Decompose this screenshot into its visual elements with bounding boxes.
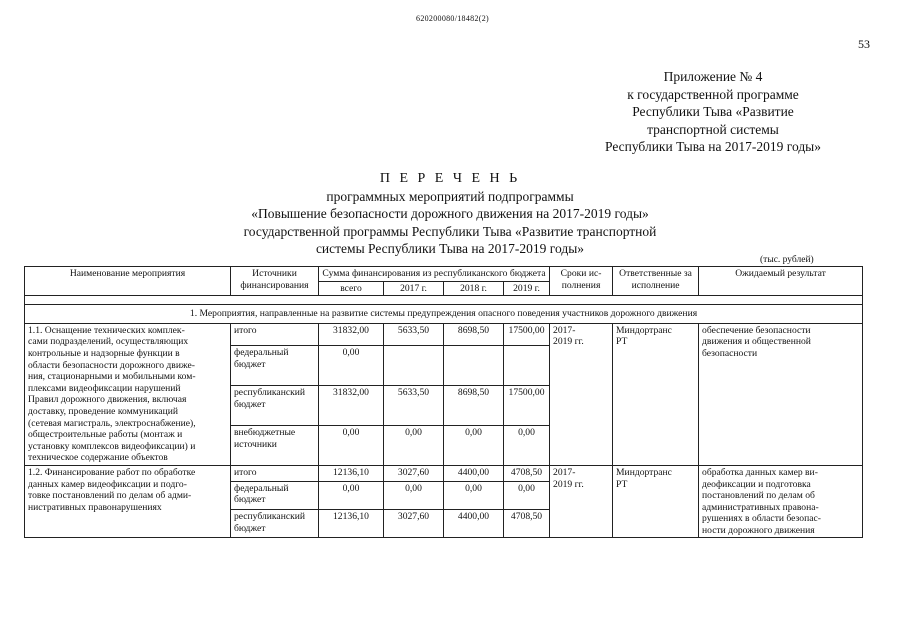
measures-table xyxy=(24,266,863,538)
amount-total: 0,00 xyxy=(319,481,384,509)
measure-name-line: 1.1. Оснащение технических комплек- xyxy=(28,324,185,336)
amount-total: 12136,10 xyxy=(319,465,384,481)
amount-total: 31832,00 xyxy=(319,385,384,425)
amount-total: 12136,10 xyxy=(319,510,384,538)
measure-name-line: ния, стационарными и мобильными ком- xyxy=(28,371,196,383)
header-2017: 2017 г. xyxy=(384,281,444,296)
amount-y2018: 4400,00 xyxy=(444,465,504,481)
appendix-line: к государственной программе xyxy=(627,86,799,102)
responsible xyxy=(613,465,699,538)
measure-name xyxy=(25,323,231,465)
heading-line: программных мероприятий подпрограммы xyxy=(326,188,574,204)
amount-y2018: 0,00 xyxy=(444,425,504,465)
expected-result-line: обеспечение безопасности xyxy=(702,324,811,336)
expected-result-line: постановлений по делам об xyxy=(702,490,815,502)
terms-line: 2017- xyxy=(553,324,576,336)
funding-source-line: внебюджетные xyxy=(234,426,296,438)
amount-y2018: 8698,50 xyxy=(444,385,504,425)
measure-name-line: доставку, проведение коммуникаций xyxy=(28,405,178,417)
appendix-line: Приложение № 4 xyxy=(663,69,763,84)
funding-source xyxy=(231,425,319,465)
heading-line: системы Республики Тыва на 2017-2019 годы» xyxy=(315,241,585,256)
terms xyxy=(550,465,613,538)
funding-source xyxy=(231,465,319,481)
header-result: Ожидаемый результат xyxy=(699,267,863,296)
amount-total: 0,00 xyxy=(319,425,384,465)
funding-source-line: бюджет xyxy=(234,358,266,370)
funding-source-line: итого xyxy=(234,466,257,478)
funding-source-line: республиканский xyxy=(234,386,306,398)
funding-source-line: бюджет xyxy=(234,494,266,506)
amount-y2017: 0,00 xyxy=(384,481,444,509)
header-name: Наименование мероприятия xyxy=(25,267,231,296)
header-total: всего xyxy=(319,281,384,296)
expected-result-line: безопасности xyxy=(702,347,758,359)
heading-line: государственной программы Республики Тыва «Развитие транспортной xyxy=(243,223,657,239)
responsible xyxy=(613,323,699,465)
expected-result-line: деофиксации и подготовка xyxy=(702,478,811,490)
expected-result-line: движения и общественной xyxy=(702,336,811,348)
header-source: Источники финансирования xyxy=(231,267,319,296)
expected-result-line: рушениях в области безопас- xyxy=(702,513,821,525)
measure-name-line: 1.2. Финансирование работ по обработке xyxy=(28,466,196,478)
amount-y2019: 4708,50 xyxy=(504,510,550,538)
amount-y2019: 4708,50 xyxy=(504,465,550,481)
page-number: 53 xyxy=(858,37,870,51)
amount-y2019 xyxy=(504,346,550,386)
amount-y2019: 0,00 xyxy=(504,425,550,465)
header-terms: Сроки ис-полнения xyxy=(550,267,613,296)
funding-source xyxy=(231,510,319,538)
measure-name-line: данных камер видеофиксации и подго- xyxy=(28,478,187,490)
amount-y2019: 17500,00 xyxy=(504,323,550,345)
expected-result-line: административных правона- xyxy=(702,501,819,513)
amount-y2017: 3027,60 xyxy=(384,510,444,538)
funding-source xyxy=(231,481,319,509)
measure-name-line: Правил дорожного движения, включая xyxy=(28,394,187,406)
funding-source-line: источники xyxy=(234,438,277,450)
amount-y2019: 0,00 xyxy=(504,481,550,509)
terms xyxy=(550,323,613,465)
appendix-line: транспортной системы xyxy=(647,121,779,137)
funding-source xyxy=(231,346,319,386)
amount-y2017: 0,00 xyxy=(384,425,444,465)
funding-source-line: бюджет xyxy=(234,398,266,410)
units-label: (тыс. рублей) xyxy=(760,255,814,265)
document-heading xyxy=(170,170,730,258)
amount-y2017: 3027,60 xyxy=(384,465,444,481)
terms-line: 2017- xyxy=(553,466,576,478)
responsible-line: РТ xyxy=(616,336,628,348)
amount-total: 0,00 xyxy=(319,346,384,386)
measure-name-line: техническое содержание объектов xyxy=(28,452,168,464)
header-2019: 2019 г. xyxy=(504,281,550,296)
amount-y2017 xyxy=(384,346,444,386)
expected-result xyxy=(699,323,863,465)
amount-y2018 xyxy=(444,346,504,386)
amount-y2017: 5633,50 xyxy=(384,385,444,425)
funding-source xyxy=(231,385,319,425)
amount-y2018: 0,00 xyxy=(444,481,504,509)
measure-name-line: установку комплексов видеофиксации) и xyxy=(28,440,196,452)
funding-source-line: итого xyxy=(234,324,257,336)
table-row xyxy=(25,323,863,345)
measure-name-line: товке постановлений по делам об адми- xyxy=(28,490,192,502)
measure-name-line: сами подразделений, осуществляющих xyxy=(28,336,189,348)
appendix-line: Республики Тыва на 2017-2019 годы» xyxy=(604,139,822,154)
heading-line: «Повышение безопасности дорожного движения на 2017-2019 годы» xyxy=(251,206,649,221)
amount-total: 31832,00 xyxy=(319,323,384,345)
responsible-line: Миндортранс xyxy=(616,466,672,478)
terms-line: 2019 гг. xyxy=(553,478,584,490)
header-responsible: Ответственные за исполнение xyxy=(613,267,699,296)
measure-name-line: контрольные и надзорные функции в xyxy=(28,347,180,359)
section-title: 1. Мероприятия, направленные на развитие системы предупреждения опасного поведения участников дорожного движения xyxy=(25,305,863,324)
document-id: 620200080/18482(2) xyxy=(416,14,489,23)
table-row xyxy=(25,465,863,481)
amount-y2018: 8698,50 xyxy=(444,323,504,345)
funding-source-line: бюджет xyxy=(234,522,266,534)
expected-result-line: ности дорожного движения xyxy=(702,524,815,536)
amount-y2018: 4400,00 xyxy=(444,510,504,538)
funding-source-line: федеральный xyxy=(234,482,289,494)
heading-title: П Е Р Е Ч Е Н Ь xyxy=(379,171,521,186)
appendix-line: Республики Тыва «Развитие xyxy=(632,104,794,119)
header-2018: 2018 г. xyxy=(444,281,504,296)
funding-source xyxy=(231,323,319,345)
measure-name-line: (сетевая магистраль, электроснабжение), xyxy=(28,417,196,429)
measure-name-line: плексами видеофиксации нарушений xyxy=(28,382,181,394)
measure-name-line: области безопасности дорожного движе- xyxy=(28,359,195,371)
responsible-line: РТ xyxy=(616,478,628,490)
funding-source-line: республиканский xyxy=(234,511,306,523)
terms-line: 2019 гг. xyxy=(553,336,584,348)
appendix-note xyxy=(560,68,866,156)
measure-name xyxy=(25,465,231,538)
measure-name-line: общестроительные работы (монтаж и xyxy=(28,429,183,441)
amount-y2019: 17500,00 xyxy=(504,385,550,425)
header-sum: Сумма финансирования из республиканского бюджета xyxy=(319,267,550,282)
funding-source-line: федеральный xyxy=(234,347,289,359)
measure-name-line: нистративных правонарушениях xyxy=(28,501,162,513)
amount-y2017: 5633,50 xyxy=(384,323,444,345)
responsible-line: Миндортранс xyxy=(616,324,672,336)
expected-result xyxy=(699,465,863,538)
expected-result-line: обработка данных камер ви- xyxy=(702,466,818,478)
